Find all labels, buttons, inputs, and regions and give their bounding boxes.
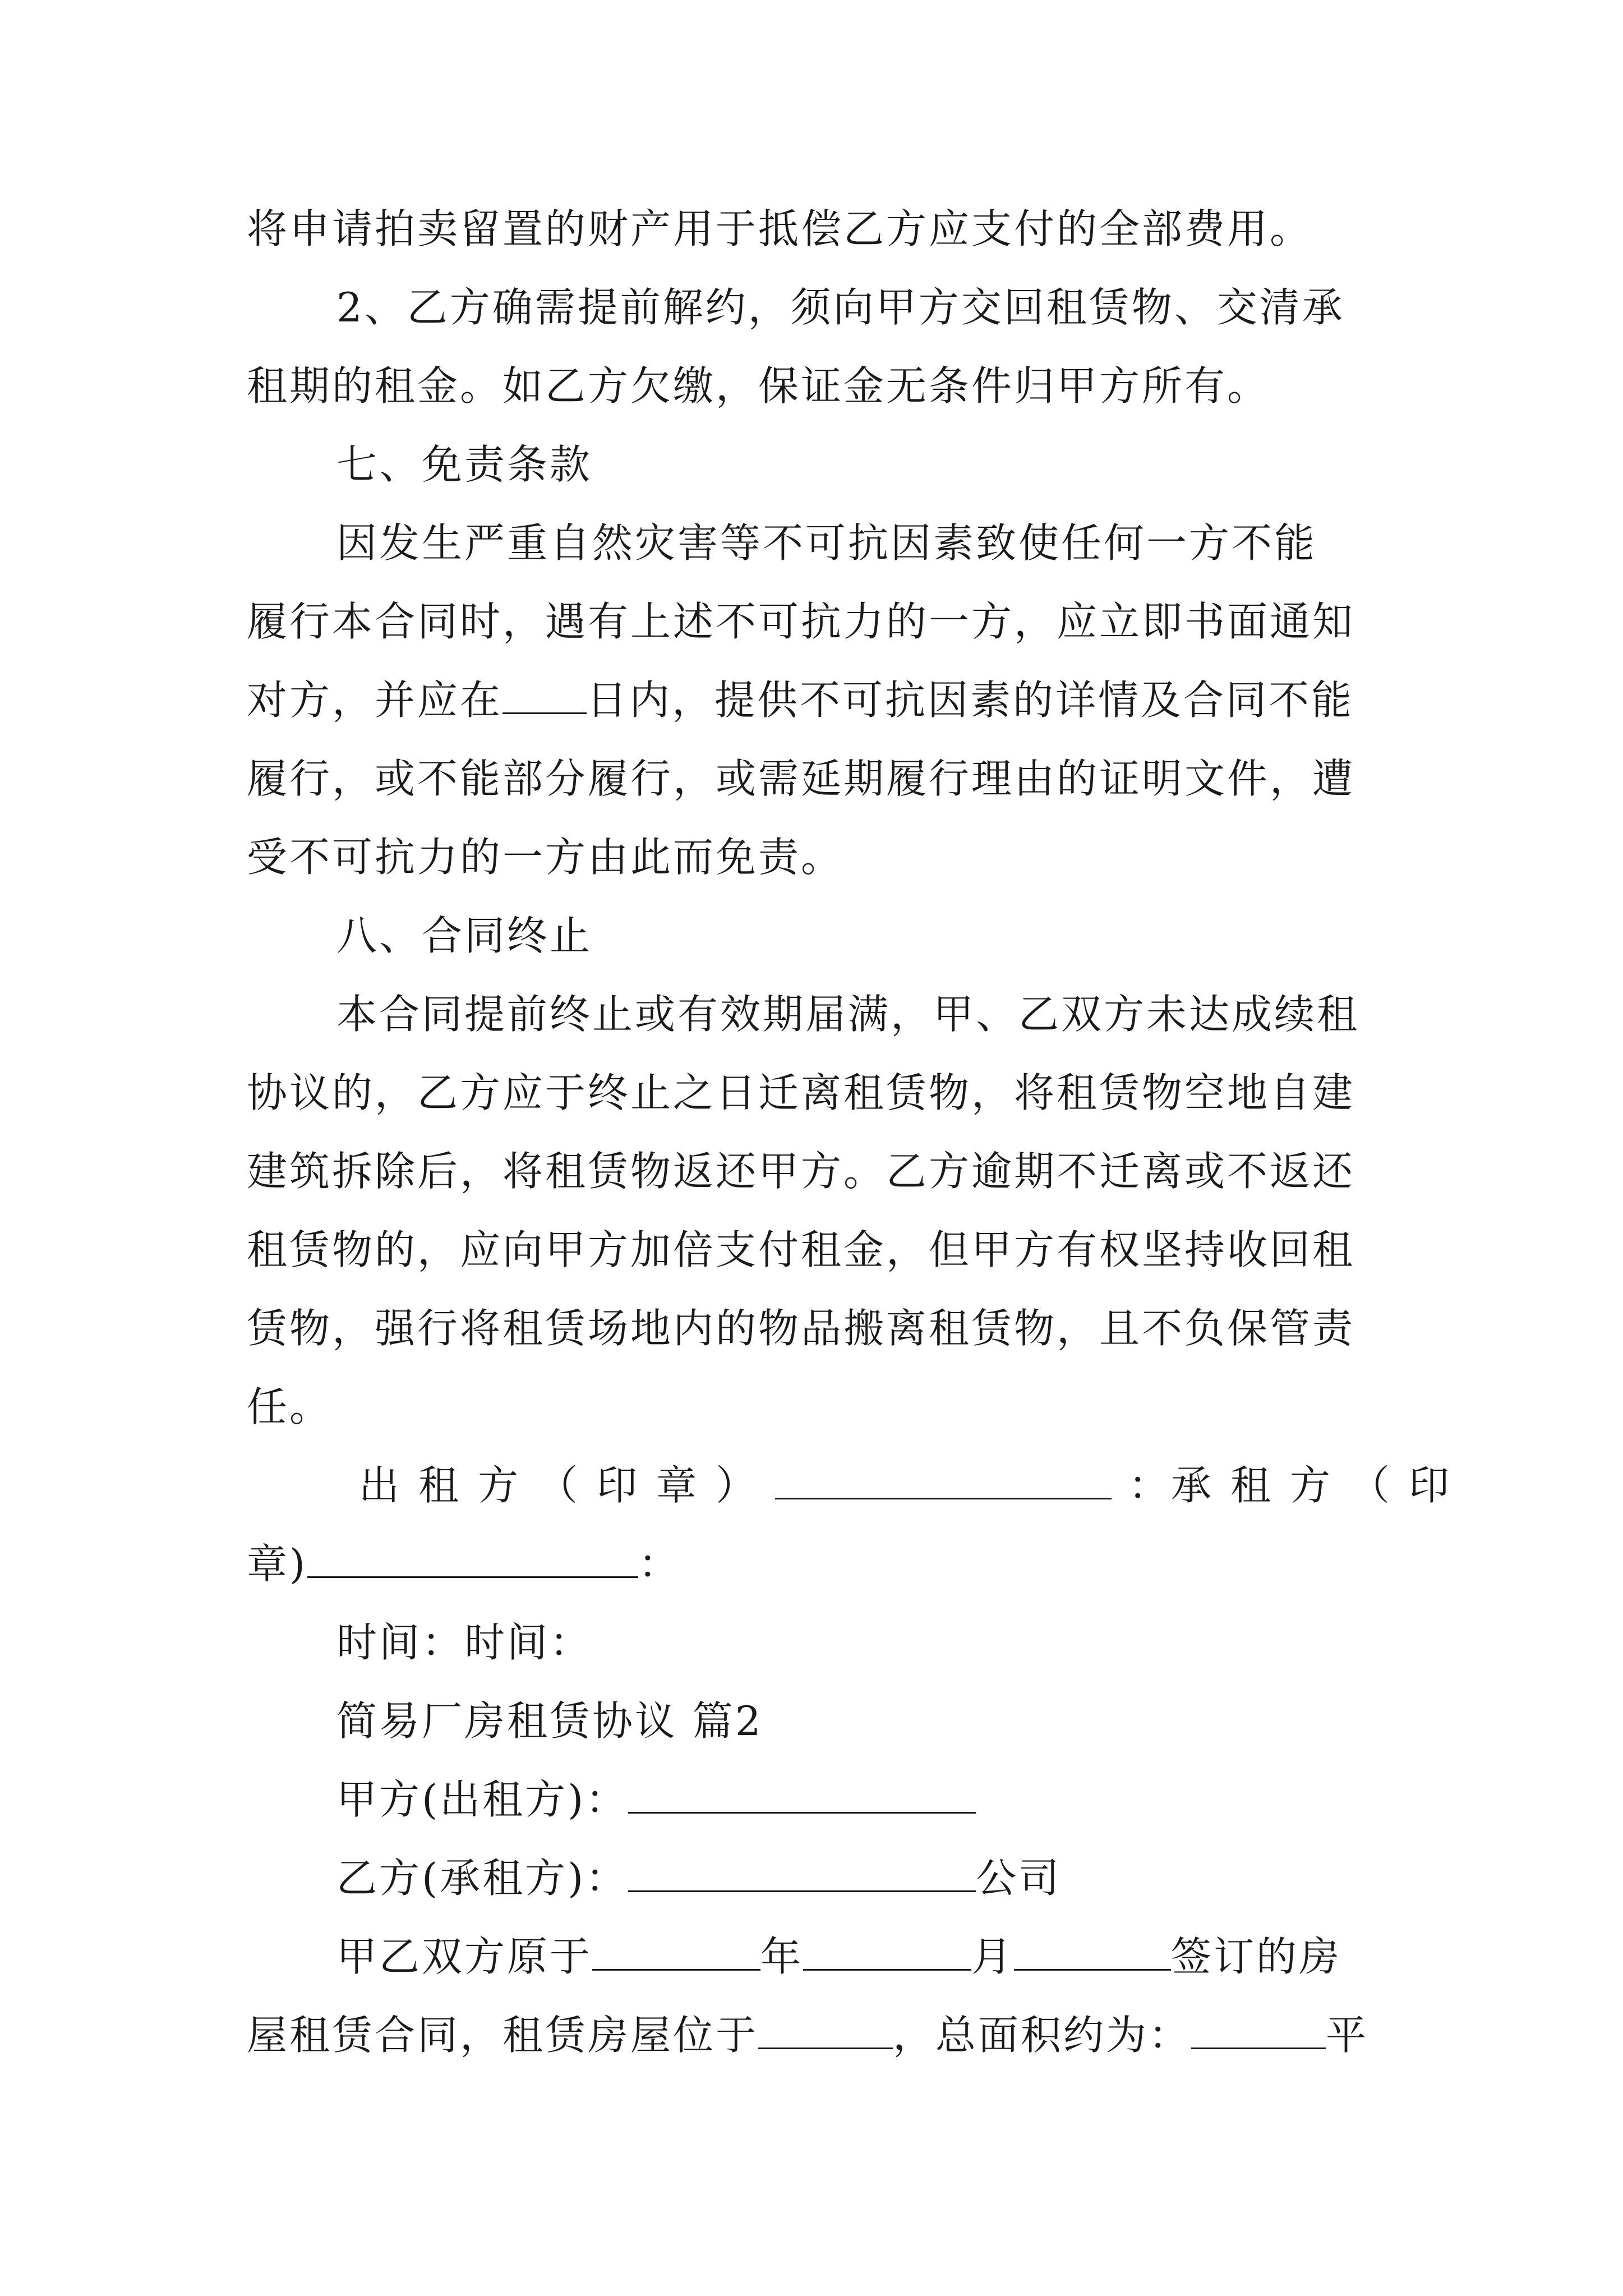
- lessor-signature-blank[interactable]: [775, 1458, 1112, 1499]
- party-a-line: [336, 1773, 1380, 1826]
- paragraph-text: 日内，提供不可抗因素的详情及合同不能: [587, 677, 1354, 724]
- paragraph-line: 协议的，乙方应于终止之日迁离租赁物，将租赁物空地自建: [247, 1069, 1355, 1116]
- section-heading: 七、免责条款: [336, 441, 593, 488]
- lessee-label-continued: 章): [247, 1540, 308, 1588]
- lessee-signature-blank[interactable]: [307, 1537, 638, 1578]
- paragraph-line: 将申请拍卖留置的财产用于抵偿乙方应支付的全部费用。: [247, 205, 1313, 252]
- lessee-label: 承租方（印: [1171, 1462, 1469, 1509]
- lessor-label: 出租方（印章）: [359, 1462, 776, 1509]
- paragraph-line: 赁物，强行将租赁场地内的物品搬离租赁物，且不负保管责: [247, 1305, 1355, 1352]
- party-b-line: [336, 1851, 1380, 1905]
- paragraph-line: [247, 2008, 1380, 2062]
- party-b-suffix: 公司: [976, 1855, 1062, 1902]
- colon-text: ：: [638, 1540, 681, 1588]
- date-blank[interactable]: [1014, 1930, 1171, 1971]
- paragraph-line: [336, 1930, 1380, 1984]
- paragraph-text: 屋租赁合同，租赁房屋位于: [247, 2012, 759, 2059]
- paragraph-line: 受不可抗力的一方由此而免责。: [247, 834, 844, 881]
- paragraph-text: 签订的房: [1171, 1933, 1342, 1980]
- paragraph-text: 对方，并应在: [247, 677, 503, 724]
- paragraph-line: 本合同提前终止或有效期届满，甲、乙双方未达成续租: [336, 991, 1360, 1038]
- paragraph-line: 履行本合同时，遇有上述不可抗力的一方，应立即书面通知: [247, 598, 1355, 645]
- paragraph-line: 2、乙方确需提前解约，须向甲方交回租赁物、交清承: [336, 284, 1345, 331]
- area-blank[interactable]: [1191, 2008, 1326, 2049]
- paragraph-line: 租赁物的，应向甲方加倍支付租金，但甲方有权坚持收回租: [247, 1226, 1355, 1273]
- date-blank[interactable]: [803, 1930, 971, 1971]
- month-text: 月: [971, 1933, 1015, 1980]
- signature-line: [247, 1537, 1380, 1591]
- party-a-label: 甲方(出租方)：: [336, 1776, 629, 1823]
- year-text: 年: [760, 1933, 804, 1980]
- paragraph-line: 建筑拆除后，将租赁物返还甲方。乙方逾期不迁离或不返还: [247, 1148, 1355, 1195]
- location-blank[interactable]: [758, 2008, 893, 2049]
- paragraph-text: 甲乙双方原于: [336, 1933, 593, 1980]
- time-line: 时间：时间：: [336, 1619, 593, 1666]
- paragraph-line: 因发生严重自然灾害等不可抗因素致使任何一方不能: [336, 519, 1317, 567]
- paragraph-text: ，总面积约为：: [893, 2012, 1192, 2059]
- paragraph-line: 租期的租金。如乙方欠缴，保证金无条件归甲方所有。: [247, 362, 1270, 409]
- party-a-blank[interactable]: [628, 1773, 976, 1814]
- fill-in-blank[interactable]: [502, 673, 587, 714]
- date-blank[interactable]: [592, 1930, 760, 1971]
- party-b-label: 乙方(承租方)：: [336, 1855, 629, 1902]
- agreement-title: 简易厂房租赁协议 篇2: [336, 1697, 763, 1745]
- paragraph-text: 平: [1326, 2012, 1369, 2059]
- paragraph-line: [247, 673, 1380, 727]
- party-b-blank[interactable]: [628, 1851, 976, 1892]
- section-heading: 八、合同终止: [336, 912, 593, 959]
- signature-line: [359, 1458, 1469, 1512]
- paragraph-line: 履行，或不能部分履行，或需延期履行理由的证明文件，遭: [247, 755, 1355, 802]
- colon-text: ：: [1128, 1462, 1172, 1509]
- paragraph-line: 任。: [247, 1383, 333, 1430]
